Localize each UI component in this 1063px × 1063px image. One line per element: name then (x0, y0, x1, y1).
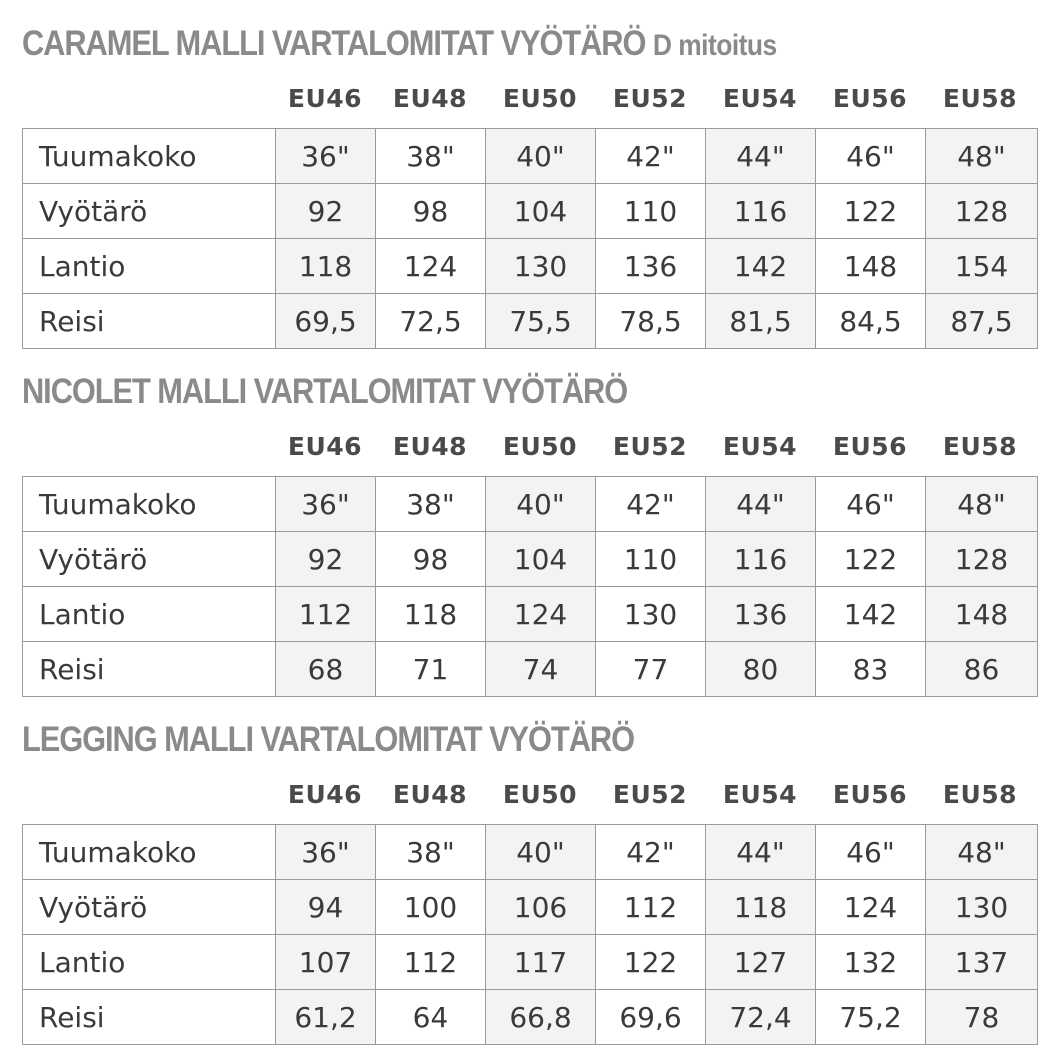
table-cell: 44" (706, 129, 816, 184)
table-cell: 72,5 (376, 294, 486, 349)
size-header: EU52 (612, 432, 688, 461)
table-cell: 130 (596, 587, 706, 642)
table-cell: 46" (816, 477, 926, 532)
table-cell: 77 (596, 642, 706, 697)
table-cell: 68 (276, 642, 376, 697)
table-cell: 78 (926, 990, 1038, 1045)
table-cell: 48" (926, 477, 1038, 532)
table-cell: 44" (706, 825, 816, 880)
table-cell: 122 (596, 935, 706, 990)
table-cell: 132 (816, 935, 926, 990)
size-headers (275, 84, 1037, 120)
table-cell: 104 (486, 532, 596, 587)
table-cell: 98 (376, 184, 486, 239)
table-cell: 48" (926, 825, 1038, 880)
table-cell: 100 (376, 880, 486, 935)
table-cell: 83 (816, 642, 926, 697)
table-cell: 36" (276, 477, 376, 532)
size-headers (275, 780, 1037, 816)
row-label: Lantio (23, 239, 276, 294)
table-cell: 86 (926, 642, 1038, 697)
table-cell: 112 (276, 587, 376, 642)
table-cell: 38" (376, 825, 486, 880)
table-cell: 46" (816, 129, 926, 184)
table-cell: 84,5 (816, 294, 926, 349)
row-label: Vyötärö (23, 532, 276, 587)
size-header: EU48 (392, 432, 468, 461)
table-row (23, 880, 1038, 935)
table-row (23, 129, 1038, 184)
table-cell: 122 (816, 532, 926, 587)
table-cell: 122 (816, 184, 926, 239)
table-row (23, 184, 1038, 239)
table-cell: 46" (816, 825, 926, 880)
size-headers (275, 432, 1037, 468)
size-header: EU50 (502, 780, 578, 809)
row-label: Lantio (23, 587, 276, 642)
size-header: EU46 (287, 84, 363, 113)
table-cell: 92 (276, 532, 376, 587)
table-cell: 44" (706, 477, 816, 532)
row-label: Reisi (23, 990, 276, 1045)
size-header: EU50 (502, 432, 578, 461)
size-grid (22, 476, 1038, 697)
size-header: EU58 (942, 84, 1018, 113)
table-cell: 75,2 (816, 990, 926, 1045)
table-cell: 36" (276, 825, 376, 880)
table-cell: 81,5 (706, 294, 816, 349)
table-cell: 72,4 (706, 990, 816, 1045)
table-cell: 75,5 (486, 294, 596, 349)
table-cell: 61,2 (276, 990, 376, 1045)
table-cell: 71 (376, 642, 486, 697)
row-label: Vyötärö (23, 880, 276, 935)
table-cell: 78,5 (596, 294, 706, 349)
table-row (23, 935, 1038, 990)
row-label: Reisi (23, 294, 276, 349)
table-row (23, 294, 1038, 349)
table-cell: 110 (596, 532, 706, 587)
table-cell: 69,5 (276, 294, 376, 349)
table-cell: 116 (706, 184, 816, 239)
table-cell: 117 (486, 935, 596, 990)
size-header: EU56 (832, 84, 908, 113)
table-cell: 42" (596, 477, 706, 532)
size-header: EU54 (722, 432, 798, 461)
table-cell: 130 (926, 880, 1038, 935)
size-header: EU48 (392, 84, 468, 113)
table-cell: 128 (926, 184, 1038, 239)
table-cell: 118 (276, 239, 376, 294)
table-cell: 136 (596, 239, 706, 294)
table-cell: 64 (376, 990, 486, 1045)
table-cell: 94 (276, 880, 376, 935)
table-cell: 48" (926, 129, 1038, 184)
table-cell: 36" (276, 129, 376, 184)
size-header: EU46 (287, 432, 363, 461)
table-cell: 40" (486, 825, 596, 880)
table-title: CARAMEL MALLI VARTALOMITAT VYÖTÄRÖ D mitoitus (22, 24, 777, 63)
size-header: EU54 (722, 780, 798, 809)
table-cell: 127 (706, 935, 816, 990)
table-cell: 142 (816, 587, 926, 642)
table-row (23, 477, 1038, 532)
table-cell: 38" (376, 129, 486, 184)
table-cell: 74 (486, 642, 596, 697)
size-header: EU46 (287, 780, 363, 809)
table-cell: 148 (816, 239, 926, 294)
table-title: NICOLET MALLI VARTALOMITAT VYÖTÄRÖ (22, 372, 628, 411)
table-cell: 80 (706, 642, 816, 697)
table-cell: 136 (706, 587, 816, 642)
table-cell: 128 (926, 532, 1038, 587)
size-header: EU52 (612, 780, 688, 809)
table-cell: 42" (596, 129, 706, 184)
table-row (23, 587, 1038, 642)
table-cell: 148 (926, 587, 1038, 642)
size-header: EU50 (502, 84, 578, 113)
table-cell: 110 (596, 184, 706, 239)
table-row (23, 642, 1038, 697)
table-cell: 69,6 (596, 990, 706, 1045)
size-grid (22, 128, 1038, 349)
table-cell: 154 (926, 239, 1038, 294)
table-cell: 124 (376, 239, 486, 294)
row-label: Lantio (23, 935, 276, 990)
size-header: EU58 (942, 432, 1018, 461)
table-cell: 130 (486, 239, 596, 294)
table-cell: 40" (486, 129, 596, 184)
table-cell: 66,8 (486, 990, 596, 1045)
table-cell: 142 (706, 239, 816, 294)
table-cell: 137 (926, 935, 1038, 990)
row-label: Reisi (23, 642, 276, 697)
table-row (23, 532, 1038, 587)
size-header: EU56 (832, 780, 908, 809)
table-row (23, 990, 1038, 1045)
table-cell: 98 (376, 532, 486, 587)
table-cell: 38" (376, 477, 486, 532)
table-cell: 107 (276, 935, 376, 990)
table-cell: 40" (486, 477, 596, 532)
table-cell: 112 (596, 880, 706, 935)
row-label: Tuumakoko (23, 825, 276, 880)
size-header: EU54 (722, 84, 798, 113)
row-label: Tuumakoko (23, 477, 276, 532)
table-cell: 112 (376, 935, 486, 990)
table-cell: 42" (596, 825, 706, 880)
row-label: Tuumakoko (23, 129, 276, 184)
table-cell: 106 (486, 880, 596, 935)
table-row (23, 239, 1038, 294)
size-header: EU56 (832, 432, 908, 461)
size-header: EU52 (612, 84, 688, 113)
table-cell: 87,5 (926, 294, 1038, 349)
size-header: EU48 (392, 780, 468, 809)
table-cell: 124 (486, 587, 596, 642)
size-grid (22, 824, 1038, 1045)
row-label: Vyötärö (23, 184, 276, 239)
table-cell: 116 (706, 532, 816, 587)
table-cell: 118 (706, 880, 816, 935)
table-cell: 104 (486, 184, 596, 239)
table-cell: 92 (276, 184, 376, 239)
table-cell: 118 (376, 587, 486, 642)
table-row (23, 825, 1038, 880)
table-title: LEGGING MALLI VARTALOMITAT VYÖTÄRÖ (22, 720, 634, 759)
table-cell: 124 (816, 880, 926, 935)
size-header: EU58 (942, 780, 1018, 809)
